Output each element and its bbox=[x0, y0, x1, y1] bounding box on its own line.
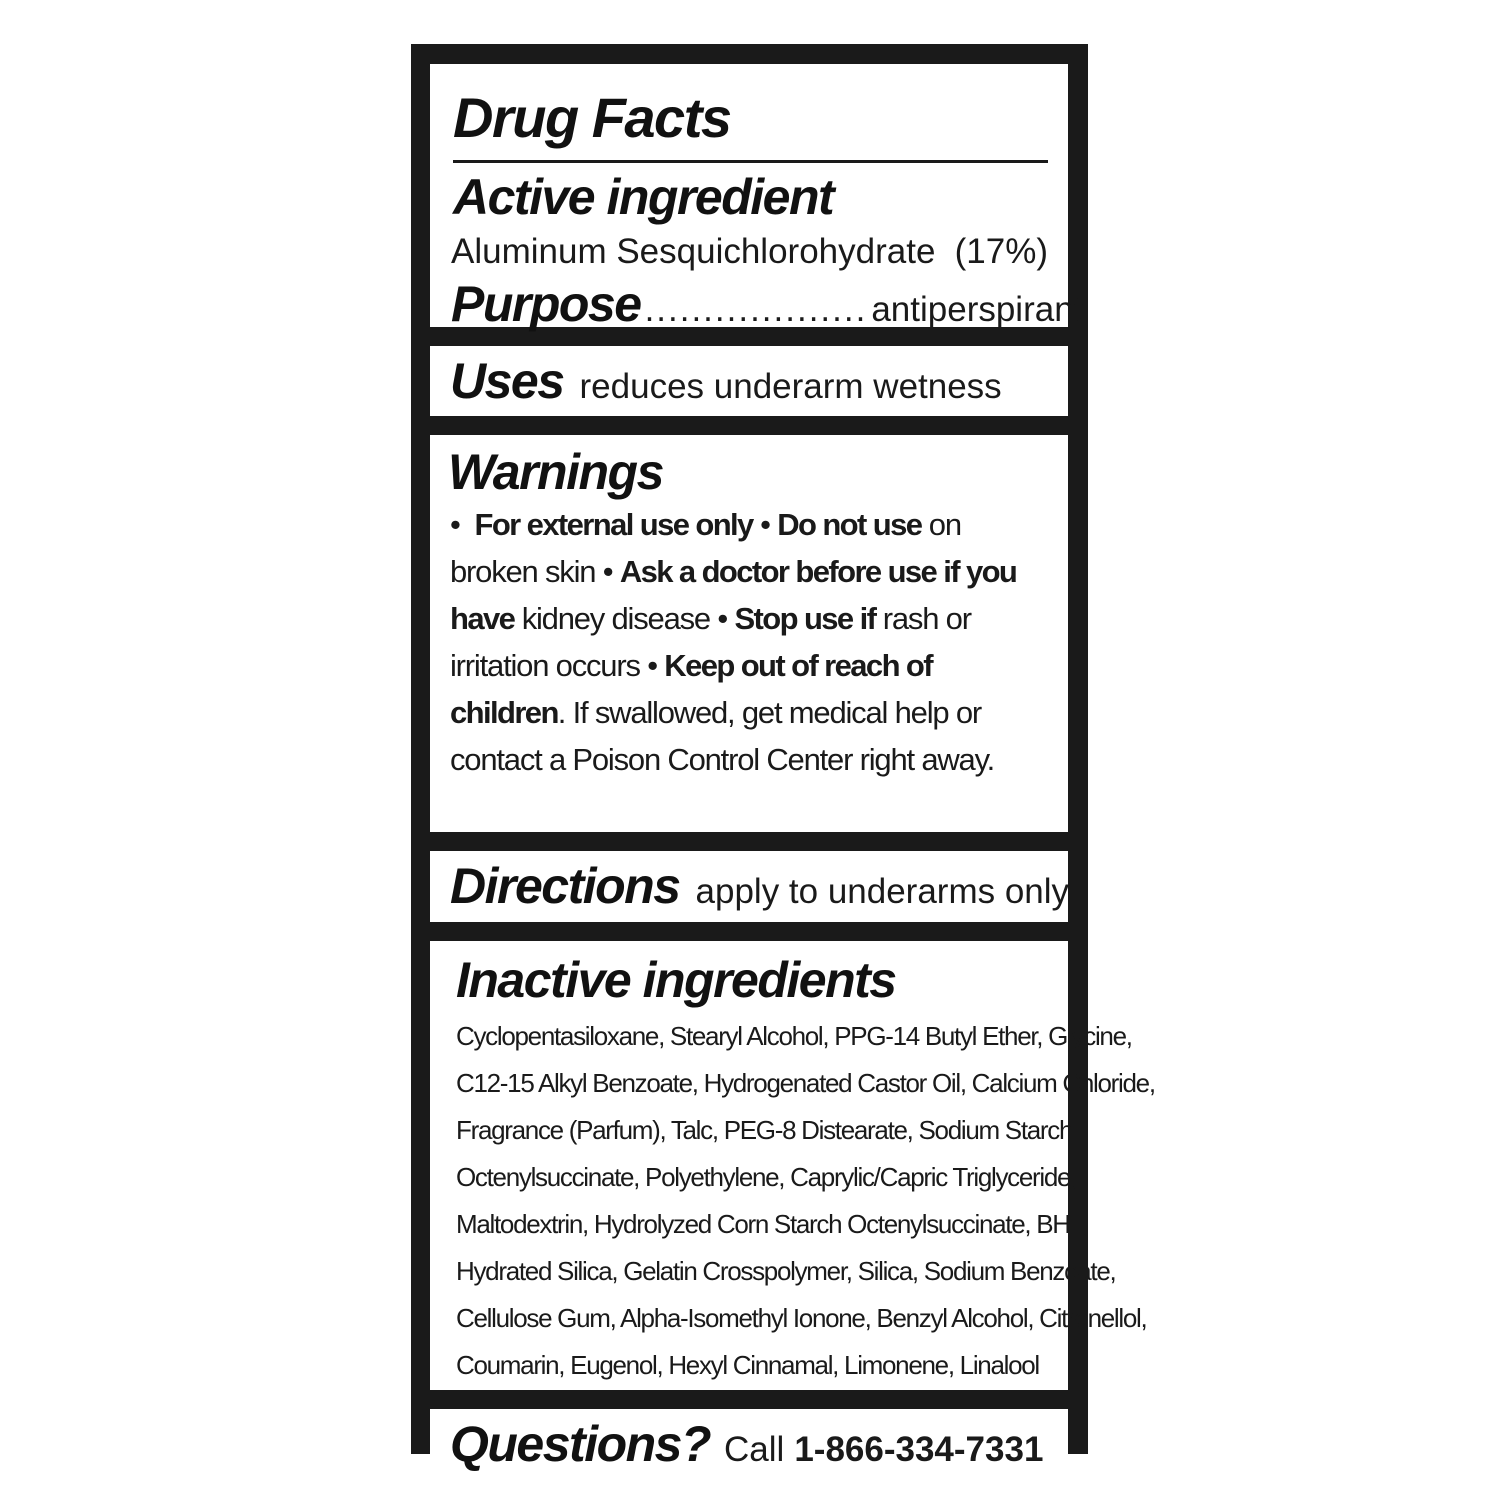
warning-stop-use-text: rash or bbox=[882, 601, 971, 636]
active-ingredient-percent: (17%) bbox=[954, 232, 1048, 271]
warning-stop-use: Stop use if bbox=[734, 601, 876, 636]
inactive-ingredients-line: Hydrated Silica, Gelatin Crosspolymer, Silica, Sodium Benzoate, bbox=[456, 1256, 1116, 1286]
inactive-ingredients-line: Octenylsuccinate, Polyethylene, Caprylic/Capric Triglyceride, bbox=[456, 1162, 1077, 1192]
purpose-line bbox=[451, 276, 1084, 332]
warning-ask-doctor: Ask a doctor before use if you bbox=[619, 554, 1017, 589]
inactive-ingredients-line: Cellulose Gum, Alpha-Isomethyl Ionone, Benzyl Alcohol, Citronellol, bbox=[456, 1303, 1147, 1333]
warning-do-not-use-text: on bbox=[928, 507, 961, 542]
page-title: Drug Facts bbox=[453, 86, 731, 149]
questions-call-label: Call bbox=[724, 1430, 785, 1469]
uses-panel bbox=[430, 346, 1068, 416]
inactive-ingredients-panel bbox=[430, 941, 1155, 1390]
warning-keep-out: children bbox=[450, 695, 558, 730]
bullet-icon: • bbox=[717, 601, 728, 636]
uses-row bbox=[450, 352, 1048, 410]
questions-heading: Questions? bbox=[450, 1416, 711, 1472]
inactive-ingredients-line: Fragrance (Parfum), Talc, PEG-8 Distearate, Sodium Starch bbox=[456, 1115, 1073, 1145]
questions-row bbox=[450, 1415, 1048, 1473]
inactive-ingredients-heading: Inactive ingredients bbox=[456, 952, 896, 1008]
warning-stop-use-text: irritation occurs bbox=[450, 648, 640, 683]
warning-keep-out: Keep out of reach of bbox=[664, 648, 932, 683]
active-ingredient-heading: Active ingredient bbox=[453, 169, 834, 225]
warning-do-not-use-text: broken skin bbox=[450, 554, 596, 589]
drug-facts-label bbox=[411, 44, 1155, 1472]
inactive-ingredients-list bbox=[456, 1013, 1155, 1389]
bullet-icon: • bbox=[602, 554, 613, 589]
uses-text: reduces underarm wetness bbox=[579, 367, 1002, 406]
uses-heading: Uses bbox=[450, 353, 564, 409]
warning-do-not-use: Do not use bbox=[777, 507, 922, 542]
inactive-ingredients-line: Coumarin, Eugenol, Hexyl Cinnamal, Limonene, Linalool bbox=[456, 1350, 1039, 1380]
warnings-line bbox=[450, 736, 1070, 783]
inactive-ingredients-line: C12-15 Alkyl Benzoate, Hydrogenated Castor Oil, Calcium Chloride, bbox=[456, 1068, 1155, 1098]
warnings-line bbox=[450, 689, 1070, 736]
questions-panel bbox=[430, 1409, 1068, 1479]
warning-ask-doctor-text: kidney disease bbox=[521, 601, 710, 636]
active-ingredient-panel bbox=[430, 64, 1084, 332]
directions-panel bbox=[430, 851, 1068, 922]
purpose-leader-dots: ................... bbox=[644, 290, 868, 329]
warnings-line bbox=[450, 548, 1070, 595]
directions-text: apply to underarms only bbox=[695, 872, 1070, 911]
active-ingredient-line bbox=[451, 232, 1048, 272]
warning-swallowed-text: contact a Poison Control Center right away. bbox=[450, 742, 995, 777]
warning-external-use: For external use only bbox=[474, 507, 753, 542]
inactive-ingredients-line: Cyclopentasiloxane, Stearyl Alcohol, PPG-14 Butyl Ether, Glycine, bbox=[456, 1021, 1132, 1051]
warnings-line bbox=[450, 642, 1070, 689]
warnings-heading: Warnings bbox=[448, 444, 663, 500]
bullet-icon: • bbox=[647, 648, 657, 683]
warning-ask-doctor: have bbox=[450, 601, 515, 636]
warning-swallowed-text: . If swallowed, get medical help or bbox=[557, 695, 982, 730]
title-divider bbox=[453, 160, 1048, 163]
purpose-heading: Purpose bbox=[451, 276, 641, 332]
warnings-text bbox=[450, 501, 1070, 783]
directions-heading: Directions bbox=[450, 858, 680, 914]
active-ingredient-name: Aluminum Sesquichlorohydrate bbox=[451, 232, 936, 271]
warnings-line bbox=[450, 501, 1070, 548]
inactive-ingredients-line: Maltodextrin, Hydrolyzed Corn Starch Octenylsuccinate, BHT, bbox=[456, 1209, 1088, 1239]
bullet-icon: • bbox=[760, 507, 770, 542]
warnings-panel bbox=[430, 435, 1068, 832]
warnings-line bbox=[450, 595, 1070, 642]
purpose-value: antiperspirant bbox=[871, 290, 1084, 329]
directions-row bbox=[450, 857, 1070, 915]
questions-phone-number: 1-866-334-7331 bbox=[794, 1430, 1044, 1469]
bullet-icon: • bbox=[450, 507, 460, 542]
